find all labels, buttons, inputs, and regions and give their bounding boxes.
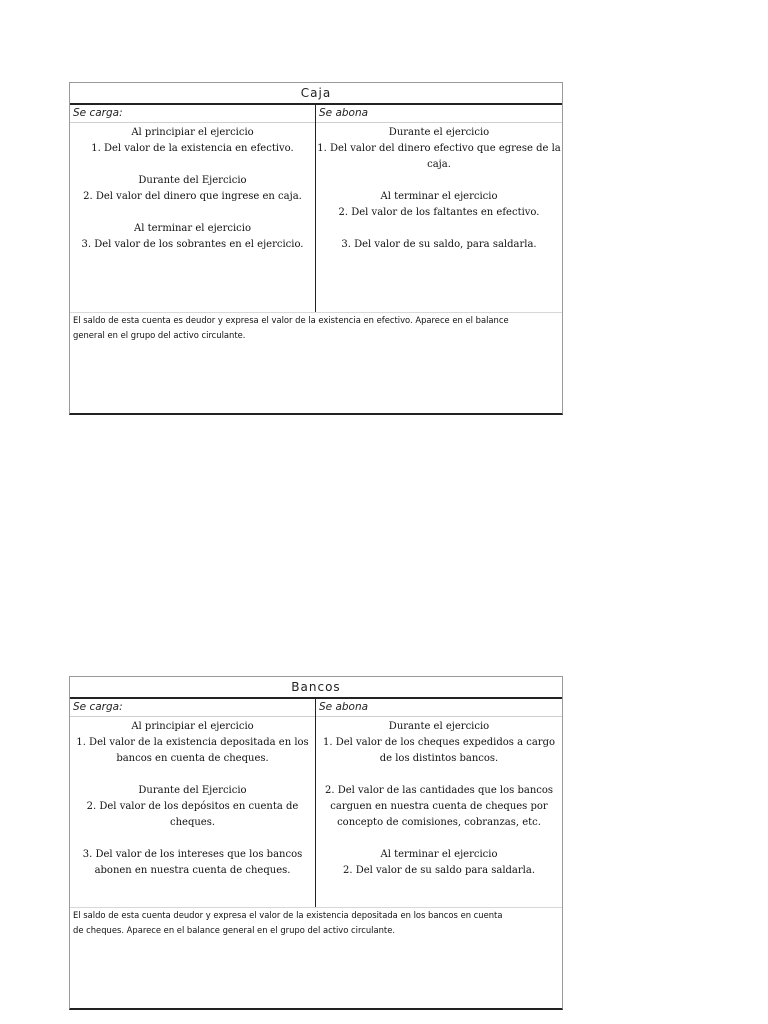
rule-line: 1. Del valor de la existencia en efectivo.	[91, 143, 294, 154]
account-columns	[70, 105, 562, 312]
rule-line: 3. Del valor de los sobrantes en el ejercicio.	[81, 239, 304, 250]
account-card-caja	[69, 82, 563, 415]
note-line: El saldo de esta cuenta es deudor y expresa el valor de la existencia en efectivo. Aparece en el balance	[73, 315, 509, 325]
rule-line: cheques.	[169, 817, 216, 828]
rule-line: 2. Del valor de los faltantes en efectivo.	[338, 207, 540, 218]
rule-line: 1. Del valor de los cheques expedidos a cargo	[323, 737, 555, 748]
rule-gap	[316, 221, 562, 237]
rule-line: 2. Del valor del dinero que ingrese en caja.	[83, 191, 302, 202]
credit-column	[316, 105, 562, 312]
rule-line: concepto de comisiones, cobranzas, etc.	[337, 817, 541, 828]
debit-header: Se carga:	[70, 105, 315, 123]
rule-gap	[70, 831, 315, 847]
rule-line: caja.	[427, 159, 451, 170]
rule-line: 2. Del valor de los depósitos en cuenta de	[86, 801, 299, 812]
credit-header: Se abona	[316, 699, 562, 717]
rule-line: bancos en cuenta de cheques.	[116, 753, 269, 764]
account-card-bancos	[69, 676, 563, 1010]
note-line: de cheques. Aparece en el balance general en el grupo del activo circulante.	[73, 925, 396, 935]
rule-line: Durante del Ejercicio	[138, 785, 247, 796]
rule-line: Durante el ejercicio	[388, 127, 490, 138]
note-line: El saldo de esta cuenta deudor y expresa el valor de la existencia depositada en los bancos en cuenta	[73, 910, 503, 920]
rule-line: 2. Del valor de su saldo para saldarla.	[342, 865, 536, 876]
account-title: Caja	[70, 83, 562, 105]
rule-gap	[70, 157, 315, 173]
rule-line: 3. Del valor de su saldo, para saldarla.	[341, 239, 537, 250]
balance-note	[70, 312, 562, 413]
note-line: general en el grupo del activo circulante.	[73, 330, 246, 340]
account-columns	[70, 699, 562, 907]
rule-gap	[316, 831, 562, 847]
rule-gap	[316, 173, 562, 189]
rule-gap	[70, 767, 315, 783]
debit-column	[70, 699, 316, 907]
rule-line: Durante el ejercicio	[388, 721, 490, 732]
rule-line: de los distintos bancos.	[379, 753, 499, 764]
rule-gap	[70, 205, 315, 221]
rule-line: abonen en nuestra cuenta de cheques.	[94, 865, 291, 876]
rule-line: Al terminar el ejercicio	[134, 223, 251, 234]
rule-line: Al terminar el ejercicio	[380, 191, 498, 202]
rule-line: Al principiar el ejercicio	[131, 127, 254, 138]
rule-line: 3. Del valor de los intereses que los bancos	[82, 849, 303, 860]
credit-column	[316, 699, 562, 907]
rule-line: Al principiar el ejercicio	[131, 721, 254, 732]
rule-line: 1. Del valor de la existencia depositada en los	[76, 737, 309, 748]
debit-rules	[70, 717, 315, 907]
rule-line: carguen en nuestra cuenta de cheques por	[330, 801, 548, 812]
rule-line: Durante del Ejercicio	[138, 175, 247, 186]
credit-rules	[316, 717, 562, 907]
debit-column	[70, 105, 316, 312]
rule-line: 2. Del valor de las cantidades que los bancos	[324, 785, 554, 796]
rule-line: Al terminar el ejercicio	[380, 849, 498, 860]
credit-header: Se abona	[316, 105, 562, 123]
rule-gap	[316, 767, 562, 783]
debit-rules	[70, 123, 315, 312]
credit-rules	[316, 123, 562, 312]
balance-note	[70, 907, 562, 1008]
rule-line: 1. Del valor del dinero efectivo que egrese de la	[317, 143, 561, 154]
account-title: Bancos	[70, 677, 562, 699]
debit-header: Se carga:	[70, 699, 315, 717]
